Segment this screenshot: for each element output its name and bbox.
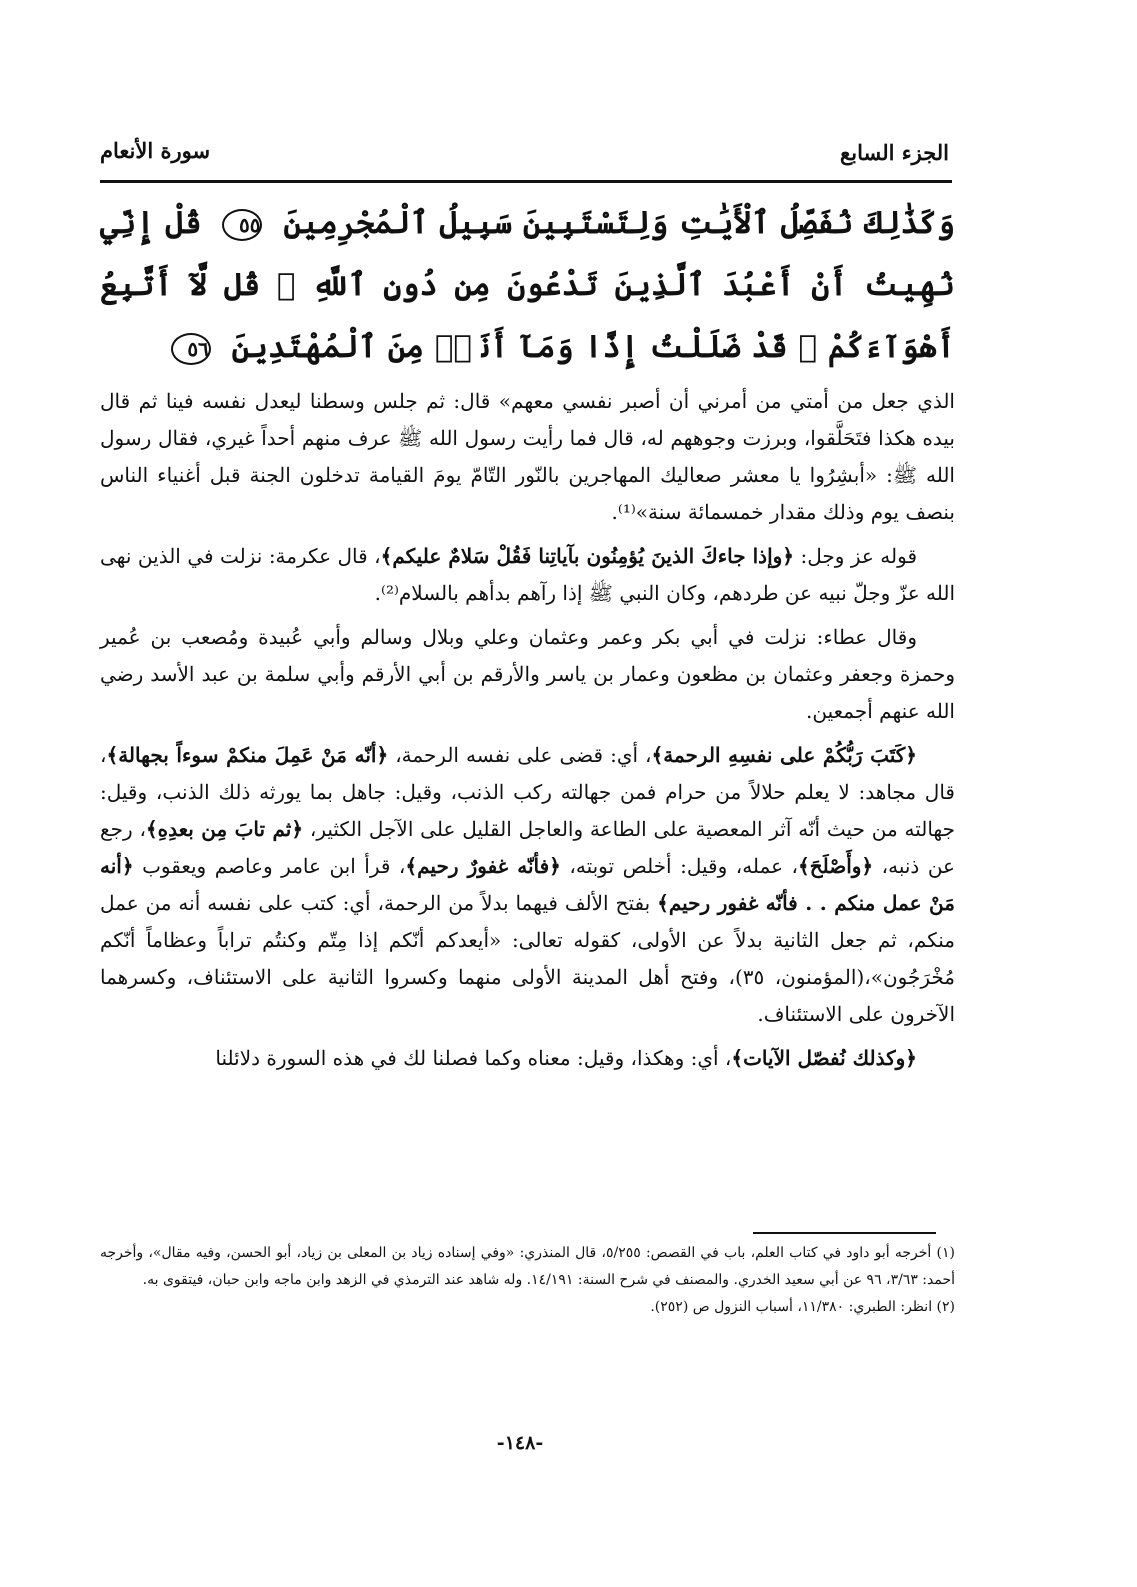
paragraph-2-intro: قوله عز وجل: [794,544,918,568]
verse-56-text: قُلْ إِنِّي نُهِيتُ أَنْ أَعْبُدَ ٱلَّذِينَ تَدْعُونَ مِن دُونِ ٱللَّهِ ۚ قُل لَّآ أَتَّبِعُ أَهْوَآءَكُمْ ۙ قَدْ ضَلَلْتُ إِذًا وَمَآ أَنَا۠ مِنَ ٱلْمُهْتَدِينَ [100,205,955,365]
quoted-verse: ﴿كَتَبَ رَبُّكُمْ على نفسِهِ الرحمة﴾ [651,743,918,767]
verse-55-text: وَكَذَٰلِكَ نُفَصِّلُ ٱلْأَيَٰتِ وَلِتَسْتَبِينَ سَبِيلُ ٱلْمُجْرِمِينَ [283,205,955,241]
footnote-divider [753,1232,936,1234]
quoted-verse: ﴿وإذا جاءكَ الذينَ يُؤمِنُون بآياتِنا فَقُلْ سَلامٌ عليكم﴾ [380,544,795,568]
footnote-2: (٢) انظر: الطبري: ١١/٣٨٠، أسباب النزول ص (٢٥٢). [650,1299,955,1315]
page-number: -١٤٨- [496,1432,544,1454]
commentary-body [100,383,955,1084]
header-divider [100,180,952,183]
quoted-verse: ﴿وأَصْلَحَ﴾ [797,854,874,878]
footnote-1: (١) أخرجه أبو داود في كتاب العلم، باب في القصص: ٥/٢٥٥، قال المنذري: «وفي إسناده زياد بن المعلى بن زياد، أبو الحسن، وفيه مقال»، وأخرجه أحمد: ٣/٦٣، ٩٦ عن أبي سعيد الخدري. والمصنف في شرح السنة: ١٤/١٩١. وله شاهد عند الترمذي في الزهد وابن ماجه وابن حبان، فيتقوى به. [100,1245,955,1288]
paragraph-4-text: ، قال مجاهد: لا يعلم حلالاً من حرام فمن جهالته ركب الذنب، وقيل: جاهل بما يورثه ذلك الذنب، وقيل: جهالته من حيث أنّه آثر المعصية على الطاعة والعاجل القليل على الآجل الكثير، [100,743,955,841]
paragraph-4 [100,737,955,1033]
ayah-number-55: ٥٥ [222,209,262,241]
running-header [100,128,949,176]
paragraph-5-text: ، أي: وهكذا، وقيل: معناه وكما فصلنا لك في هذه السورة دلائلنا [215,1046,732,1070]
paragraph-4-text: ، عمله، وقيل: أخلص توبته، [560,854,798,878]
quoted-verse: ﴿وكذلك نُفصّل الآيات﴾ [731,1046,917,1070]
footnotes [100,1240,955,1321]
quoted-verse: ﴿ثم تابَ مِن بعدِهِ﴾ [145,817,304,841]
quoted-verse: ﴿فأنّه غفورٌ رحيم﴾ [405,854,561,878]
paragraph-4-text: بفتح الألف فيهما بدلاً من الرحمة، أي: كتب على نفسه أنه من عمل منكم، ثم جعل الثانية بدلاً عن الأولى، كقوله تعالى: «أيعدكم أنّكم إذا مِتّم وكنتُم تراباً وعظاماً أنّكم مُخْرَجُون»،(المؤمنون، ٣٥)، وفتح أهل المدينة الأولى منهما وكسروا الثانية على الاستئناف، وكسرهما الآخرون على الاستئناف. [100,891,955,1026]
paragraph-2 [100,538,955,612]
paragraph-5 [100,1040,955,1077]
quran-verses [100,192,955,378]
surah-title: سورة الأنعام [100,138,211,163]
paragraph-3: وقال عطاء: نزلت في أبي بكر وعمر وعثمان وعلي وبلال وسالم وأبي عُبيدة ومُصعب بن عُمير وحمزة وجعفر وعثمان بن مظعون وعمار بن ياسر والأرقم بن أبي الأرقم وأبي سلمة بن عبد الأسد رضي الله عنهم أجمعين. [100,625,955,723]
quoted-verse: ﴿أنّه مَنْ عَمِلَ منكمْ سوءاً بجهالة﴾ [106,743,389,767]
juz-title: الجزء السابع [840,140,949,165]
paragraph-1: الذي جعل من أمتي من أمرني أن أصبر نفسي معهم» قال: ثم جلس وسطنا ليعدل نفسه فينا ثم قال بيده هكذا فتَحَلَّقوا، وبرزت وجوههم له، قال فما رأيت رسول الله ﷺ عرف منهم أحداً غيري، فقال رسول الله ﷺ: «أبشِرُوا يا معشر صعاليك المهاجرين بالنّور التّامّ يومَ القيامة تدخلون الجنة قبل أغنياء الناس بنصف يوم وذلك مقدار خمسمائة سنة»⁽¹⁾. [100,389,955,524]
quoted-verse: ﴿أنه مَنْ عمل منكم . . فأنّه غفور رحيم﴾ [100,854,955,915]
paragraph-2-text: ، قال عكرمة: نزلت في الذين نهى الله عزّ وجلّ نبيه عن طردهم، وكان النبي ﷺ إذا رآهم بدأهم بالسلام⁽²⁾. [100,544,955,605]
paragraph-4-text: ، رجع عن ذنبه، [100,817,955,878]
paragraph-4-text: ، قرأ ابن عامر وعاصم ويعقوب [133,854,406,878]
paragraph-4-text: ، أي: قضى على نفسه الرحمة، [388,743,652,767]
ayah-number-56: ٥٦ [171,333,211,365]
